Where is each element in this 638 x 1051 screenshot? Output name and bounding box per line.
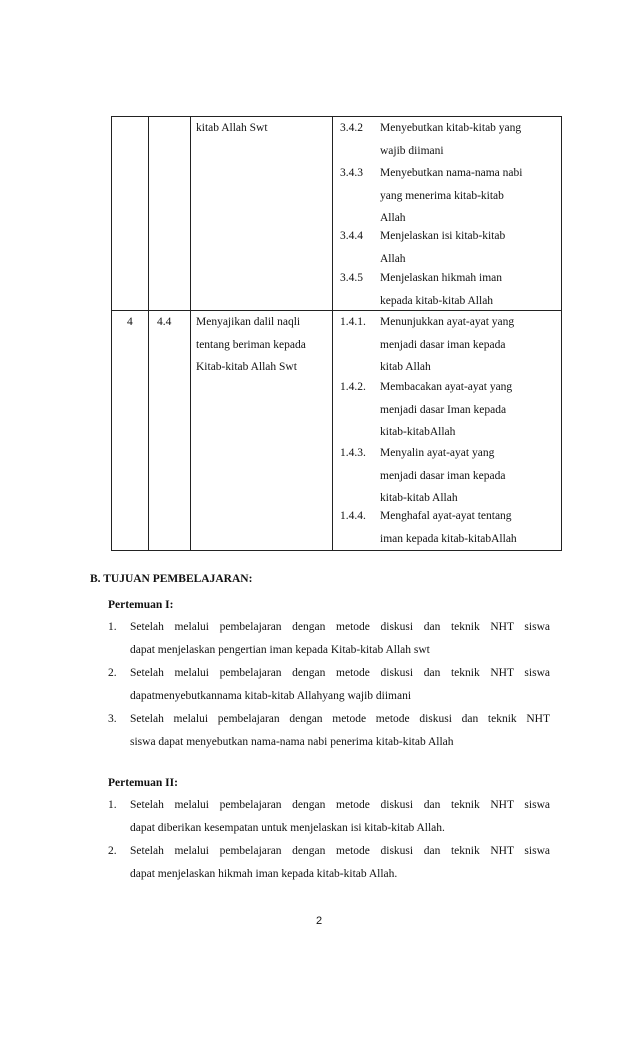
- objective-line: dapat diberikan kesempatan untuk menjelaskan isi kitab-kitab Allah.: [130, 822, 445, 834]
- objective-number: 3.: [108, 713, 117, 725]
- row-number: 4: [127, 316, 133, 328]
- indicator-item: [340, 505, 517, 550]
- indicator-text: Menjelaskan isi kitab-kitab: [380, 230, 506, 242]
- objective-line: dapatmenyebutkannama kitab-kitab Allahyang wajib diimani: [130, 690, 412, 702]
- kd-line: Menyajikan dalil naqli: [196, 316, 301, 328]
- indicator-item: [340, 442, 506, 510]
- indicator-text: Menjelaskan hikmah iman: [380, 272, 502, 284]
- objective-number: 1.: [108, 621, 117, 633]
- objective-line: Setelah melalui pembelajaran dengan metode diskusi dan teknik NHT siswa: [130, 845, 550, 857]
- learning-objectives-section: [90, 568, 550, 886]
- objective-item: [108, 662, 550, 708]
- indicator-text: menjadi dasar Iman kepada: [380, 403, 507, 416]
- indicator-text: kepada kitab-kitab Allah: [380, 294, 494, 307]
- section-heading: B. TUJUAN PEMBELAJARAN:: [90, 573, 253, 585]
- indicator-item: [340, 311, 514, 379]
- indicator-item: [340, 117, 521, 162]
- indicator-number: 1.4.2.: [340, 381, 366, 393]
- objective-number: 1.: [108, 799, 117, 811]
- indicator-text: yang menerima kitab-kitab: [380, 189, 504, 202]
- indicator-item: [340, 267, 502, 312]
- indicator-text: Menghafal ayat-ayat tentang: [380, 510, 512, 522]
- indicator-item: [340, 376, 512, 444]
- indicator-number: 3.4.5: [340, 272, 363, 284]
- kd-line: tentang beriman kepada: [196, 338, 306, 351]
- table-divider: [190, 117, 191, 550]
- indicator-item: [340, 162, 522, 230]
- kd-text-continued: kitab Allah Swt: [196, 122, 268, 134]
- indicator-text: kitab Allah: [380, 361, 431, 373]
- meeting-title: Pertemuan I:: [108, 599, 174, 611]
- indicator-number: 3.4.4: [340, 230, 363, 242]
- kd-line: Kitab-kitab Allah Swt: [196, 361, 297, 373]
- indicator-number: 1.4.4.: [340, 510, 366, 522]
- indicator-text: kitab-kitabAllah: [380, 426, 456, 438]
- indicator-text: Allah: [380, 212, 406, 224]
- objective-item: [108, 616, 550, 662]
- objective-item: [108, 794, 550, 840]
- indicator-text: Allah: [380, 252, 406, 265]
- table-divider: [148, 117, 149, 550]
- competency-table: [111, 116, 562, 551]
- indicator-text: kitab-kitab Allah: [380, 492, 458, 504]
- table-divider: [332, 117, 333, 550]
- objective-line: Setelah melalui pembelajaran dengan metode diskusi dan teknik NHT siswa: [130, 799, 550, 811]
- indicator-text: Menyebutkan nama-nama nabi: [380, 167, 523, 179]
- indicator-text: Menyalin ayat-ayat yang: [380, 447, 495, 459]
- meeting-title: Pertemuan II:: [108, 777, 178, 789]
- indicator-text: Menunjukkan ayat-ayat yang: [380, 316, 515, 328]
- objective-item: [108, 708, 550, 754]
- indicator-text: iman kepada kitab-kitabAllah: [380, 532, 517, 545]
- objective-line: siswa dapat menyebutkan nama-nama nabi penerima kitab-kitab Allah: [130, 736, 454, 748]
- objective-line: dapat menjelaskan pengertian iman kepada Kitab-kitab Allah swt: [130, 644, 430, 656]
- indicator-number: 3.4.3: [340, 167, 363, 179]
- indicator-text: Menyebutkan kitab-kitab yang: [380, 122, 522, 134]
- objective-line: dapat menjelaskan hikmah iman kepada kitab-kitab Allah.: [130, 868, 398, 880]
- objective-number: 2.: [108, 667, 117, 679]
- objective-line: Setelah melalui pembelajaran dengan metode diskusi dan teknik NHT siswa: [130, 667, 550, 679]
- indicator-number: 1.4.3.: [340, 447, 366, 459]
- indicator-number: 3.4.2: [340, 122, 363, 134]
- indicator-text: menjadi dasar iman kepada: [380, 338, 506, 351]
- indicator-text: wajib diimani: [380, 144, 444, 157]
- objective-line: Setelah melalui pembelajaran dengan metode diskusi dan teknik NHT siswa: [130, 621, 550, 633]
- objective-number: 2.: [108, 845, 117, 857]
- indicator-number: 1.4.1.: [340, 316, 366, 328]
- indicator-text: menjadi dasar iman kepada: [380, 469, 506, 482]
- kd-text: [196, 311, 306, 379]
- indicator-item: [340, 225, 505, 270]
- objective-line: Setelah melalui pembelajaran dengan metode metode diskusi dan teknik NHT: [130, 713, 550, 725]
- page-number: 2: [315, 915, 323, 927]
- kd-number: 4.4: [157, 316, 172, 328]
- objective-item: [108, 840, 550, 886]
- indicator-text: Membacakan ayat-ayat yang: [380, 381, 513, 393]
